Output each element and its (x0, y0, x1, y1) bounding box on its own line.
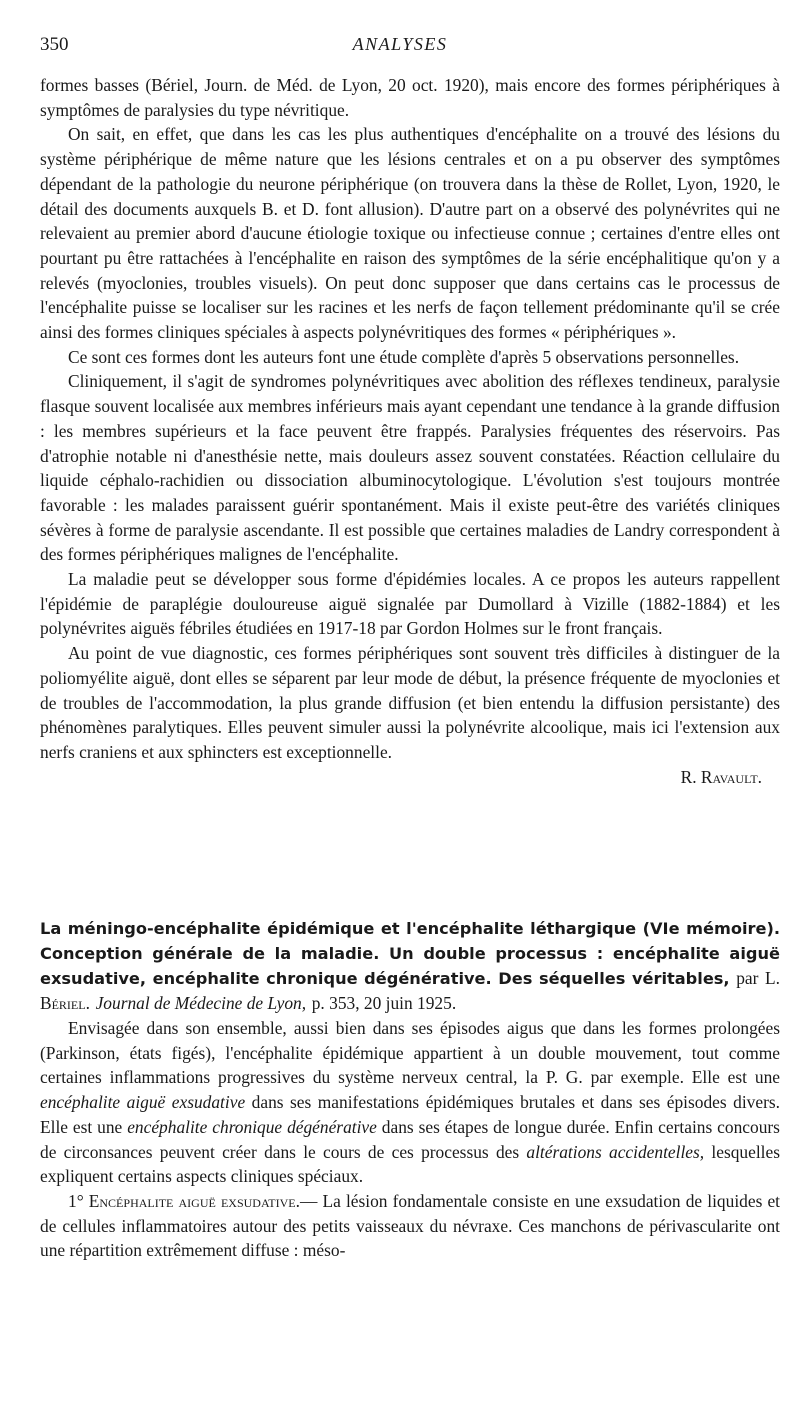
paragraph-7-text-b: dans ses manifestations épidémiques brutales et dans ses épisodes divers. Elle est une (40, 1092, 780, 1137)
article-journal: Journal de Médecine de Lyon, (95, 993, 307, 1013)
paragraph-4: Cliniquement, il s'agit de syndromes polynévritiques avec abolition des réflexes tendineux, paralysie flasque souvent localisée aux membres inférieurs mais ayant cependant une tendance à la grande diffusion : les membres supérieurs et la face peuvent être frappés. Paralysies fréquentes des réservoirs. Pas d'atrophie notable ni d'anesthésie nette, mais douleurs assez souvent constatées. Réaction cellulaire du liquide céphalo-rachidien ou dissociation albuminocytologique. L'évolution s'est toujours montrée favorable : les malades paraissent guérir spontanément. Mais il existe peut-être des variétés cliniques sévères à forme de paralysie ascendante. Il est possible que certaines maladies de Landry correspondent à des formes périphériques malignes de l'encéphalite. (40, 371, 780, 565)
paragraph-5: La maladie peut se développer sous forme d'épidémies locales. A ce propos les auteurs rappellent l'épidémie de paraplégie douloureuse aiguë signalée par Dumollard à Vizille (1882-1884) et les polynévrites aiguës fébriles étudiées en 1917-18 par Gordon Holmes sur le front français. (40, 569, 780, 639)
running-header (0, 34, 800, 64)
term-accidental-alterations: altérations accidentelles, (526, 1141, 705, 1162)
paragraph-6: Au point de vue diagnostic, ces formes périphériques sont souvent très difficiles à distinguer de la poliomyélite aiguë, dont elles se séparent par leur mode de début, la présence fréquente de myoclonies et de troubles de l'accommodation, la plus grande diffusion (et bien entendu la diffusion persistante) des phénomènes paralytiques. Elles peuvent simuler aussi la polynévrite alcoolique, mais ici l'extension aux nerfs craniens et aux sphincters est exceptionnelle. (40, 643, 780, 762)
paragraph-8-text: — La lésion fondamentale consiste en une exsudation de liquides et de cellules inflammatoires autour des petits vaisseaux du névraxe. Ces manchons de périvascularite ont une répartition extrêmement diffuse : méso- (40, 1190, 781, 1261)
paragraph-7-text-d: lesquelles expliquent certains aspects cliniques spéciaux. (40, 1141, 780, 1187)
article-reference: p. 353, 20 juin 1925. (311, 993, 457, 1013)
article-par: par (736, 968, 759, 988)
article-title (40, 916, 780, 1016)
paragraph-3: Ce sont ces formes dont les auteurs font une étude complète d'après 5 observations personnelles. (68, 346, 740, 367)
article-heading (40, 916, 780, 1016)
term-acute-exudative: encéphalite aiguë exsudative (40, 1092, 246, 1113)
page-number: 350 (40, 34, 69, 55)
section-lead: 1° Encéphalite aiguë exsudative. (68, 1190, 300, 1211)
running-title: ANALYSES (352, 34, 448, 54)
paragraph-7-text-c: dans ses étapes de longue durée. Enfin certains concours de circonsances peuvent créer dans le cours de ces processus des (40, 1116, 780, 1162)
term-chronic-degenerative: encéphalite chronique dégénérative (127, 1116, 377, 1137)
review-body (40, 73, 780, 789)
article-author: L. Bériel. (40, 968, 781, 1013)
paragraph-7-text-a: Envisagée dans son ensemble, aussi bien dans ses épisodes aigus que dans les formes prolongées (Parkinson, états figés), l'encéphalite épidémique appartient à un double mouvement, tout comme certaines inflammations progressives du système nerveux central, la P. G. par exemple. Elle est une (40, 1018, 780, 1088)
article-body (40, 1016, 780, 1263)
paragraph-1: formes basses (Bériel, Journ. de Méd. de Lyon, 20 oct. 1920), mais encore des formes périphériques à symptômes de paralysies du type névritique. (40, 75, 780, 120)
paragraph-2: On sait, en effet, que dans les cas les plus authentiques d'encéphalite on a trouvé des lésions du système périphérique de même nature que les lésions centrales et on a pu observer des symptômes dépendant de la pathologie du neurone périphérique (on trouvera dans la thèse de Rollet, Lyon, 1920, le détail des documents auxquels B. et D. font allusion). D'autre part on a observé des polynévrites qui ne relevaient au premier abord d'aucune étiologie toxique ou infectieuse connue ; certaines d'entre elles ont pourtant pu être rattachées à l'encéphalite en raison des symptômes de la série encéphalitique qu'on y a relevés (myoclonies, troubles visuels). On peut donc supposer que dans certains cas le processus de l'encéphalite puisse se localiser sur les racines et les nerfs de façon tellement prédominante qu'il se crée ainsi des formes cliniques spéciales à aspects polynévritiques des formes « périphériques ». (40, 124, 780, 343)
paragraph-8 (40, 1189, 780, 1263)
reviewer-signature: R. Ravault. (680, 766, 762, 787)
paragraph-7 (40, 1016, 780, 1189)
article-title-text: La méningo-encéphalite épidémique et l'encéphalite léthargique (VIe mémoire). Conception générale de la maladie. Un double processus : encéphalite aiguë exsudative, encéphalite chronique dégénérative. Des séquelles véritables, (40, 919, 780, 988)
